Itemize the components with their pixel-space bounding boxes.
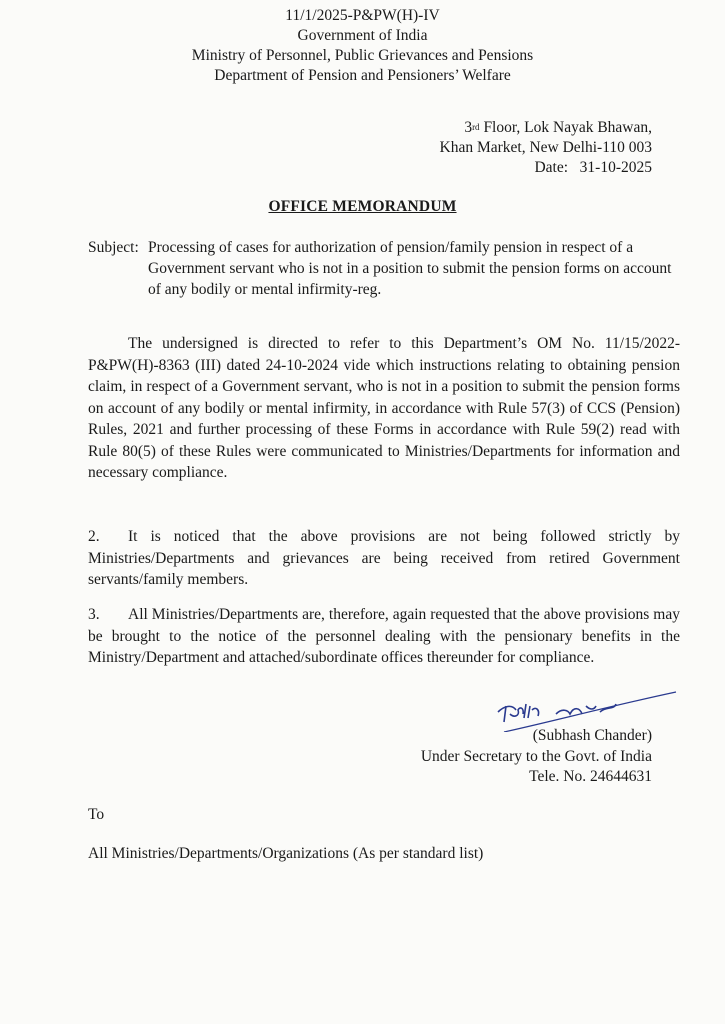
paragraph-3-text: All Ministries/Departments are, therefore, again requested that the above provisions may be brought to the notice of the personnel dealing with the pensionary benefits in the Ministry/Department and attached/subordinate offices thereunder for compliance.: [88, 606, 680, 666]
subject-label: Subject:: [88, 239, 139, 256]
paragraph-3: [88, 604, 680, 669]
floor-rest: Floor, Lok Nayak Bhawan,: [479, 119, 652, 136]
date-label: Date:: [534, 159, 569, 176]
subject-text: Processing of cases for authorization of pension/family pension in respect of a Government servant who is not in a position to submit the pension forms on account of any bodily or mental infirmity-reg.: [148, 239, 672, 298]
subject-block: [88, 237, 678, 300]
paragraph-2-number: 2.: [88, 528, 100, 545]
paragraph-1-text: The undersigned is directed to refer to this Department’s OM No. 11/15/2022-P&PW(H)-8363 (III) dated 24-10-2024 vide which instructions relating to obtaining pension claim, in respect of a Government servant, who is not in a position to submit the pension forms on account of any bodily or mental infirmity, in accordance with Rule 57(3) of CCS (Pension) Rules, 2021 and further processing of these Forms in accordance with Rule 59(2) read with Rule 80(5) of these Rules were communicated to Ministries/Departments for information and necessary compliance.: [88, 335, 680, 481]
date-value: 31-10-2025: [579, 159, 652, 176]
address-line-1: [464, 118, 652, 138]
to-label: To: [88, 806, 105, 823]
signatory-phone: Tele. No. 24644631: [529, 768, 652, 785]
paragraph-2: [88, 526, 680, 591]
floor-number: 3: [464, 119, 473, 136]
memorandum-title: OFFICE MEMORANDUM: [268, 198, 457, 215]
signatory-block: [421, 726, 652, 788]
date-line: [534, 158, 652, 178]
paragraph-3-number: 3.: [88, 606, 100, 623]
floor-suffix: rd: [472, 122, 480, 132]
file-number: 11/1/2025-P&PW(H)-IV: [285, 7, 440, 24]
address-line-2: Khan Market, New Delhi-110 003: [439, 139, 652, 156]
department-heading: Department of Pension and Pensioners’ Welfare: [214, 67, 511, 84]
ministry-heading: Ministry of Personnel, Public Grievances and Pensions: [191, 47, 534, 64]
paragraph-2-text: It is noticed that the above provisions are not being followed strictly by Ministries/Departments and grievances are being received from retired Government servants/family members.: [88, 528, 680, 588]
recipients: All Ministries/Departments/Organizations (As per standard list): [88, 845, 484, 862]
signatory-designation: Under Secretary to the Govt. of India: [420, 747, 652, 765]
paragraph-1: [88, 333, 680, 484]
government-heading: Government of India: [297, 27, 428, 44]
signatory-name: (Subhash Chander): [532, 727, 652, 744]
